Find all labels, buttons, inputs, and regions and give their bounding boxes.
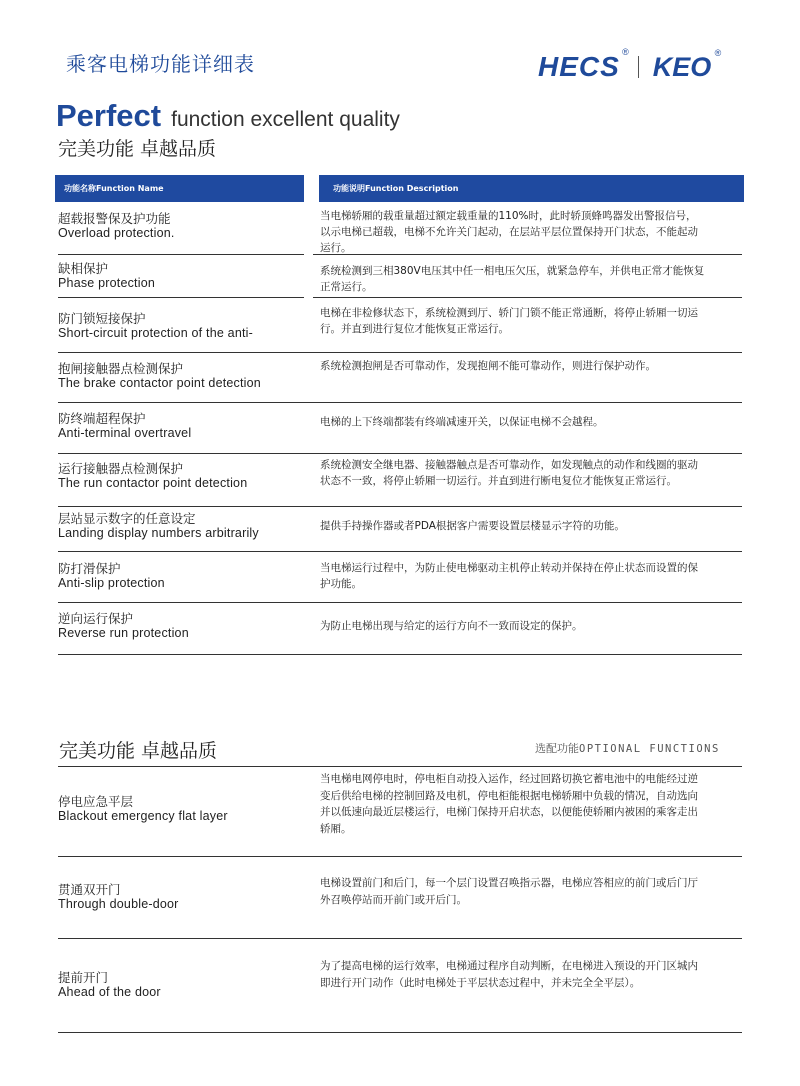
row-divider — [58, 602, 742, 603]
table-row — [58, 210, 742, 254]
function-name-en: Reverse run protection — [58, 626, 189, 640]
row-divider — [58, 297, 304, 298]
logo-hecs: HECS ® — [538, 47, 630, 82]
row-divider — [58, 1032, 742, 1033]
row-divider — [58, 506, 742, 507]
function-name-en: Overload protection. — [58, 226, 175, 240]
row-divider — [58, 352, 742, 353]
table-row — [58, 611, 742, 641]
row-divider — [313, 297, 742, 298]
function-description: 系统检测安全继电器、接触器触点是否可靠动作，如发现触点的动作和线圈的驱动状态不一致，将停止轿厢一切运行。并直到进行断电复位才能恢复正常运行。 — [320, 459, 698, 487]
function-name-cn: 防打滑保护 — [58, 561, 121, 576]
row-divider — [58, 453, 742, 454]
row-divider — [58, 654, 742, 655]
row-divider — [313, 254, 742, 255]
function-name-cn: 贯通双开门 — [58, 882, 121, 897]
headline-cn: 完美功能 卓越品质 — [58, 138, 217, 160]
row-divider — [58, 551, 742, 552]
function-name-en: Blackout emergency flat layer — [58, 809, 228, 823]
function-name-cn: 抱闸接触器点检测保护 — [58, 361, 184, 376]
function-name-en: Through double-door — [58, 897, 179, 911]
brand-logo — [538, 47, 722, 84]
function-name-cn: 防终端超程保护 — [58, 411, 146, 426]
headline-light: function excellent quality — [171, 108, 400, 131]
headline — [56, 98, 400, 134]
function-name-cn: 逆向运行保护 — [58, 611, 134, 626]
table-row — [58, 561, 742, 591]
function-description: 为了提高电梯的运行效率，电梯通过程序自动判断，在电梯进入预设的开门区城内即进行开门动作（此时电梯处于平层状态过程中，并未完全全平层）。 — [320, 960, 698, 989]
function-description: 为防止电梯出现与给定的运行方向不一致而设定的保护。 — [320, 620, 583, 632]
column-header-description: 功能说明Function Description — [319, 175, 744, 202]
function-description: 系统检测抱闸是否可靠动作，发现抱闸不能可靠动作，则进行保护动作。 — [320, 360, 656, 372]
function-name-cn: 提前开门 — [58, 970, 109, 985]
function-name-en: Phase protection — [58, 276, 156, 290]
function-name-cn: 停电应急平层 — [58, 794, 134, 809]
row-divider — [58, 938, 742, 939]
optional-section-tag: 选配功能OPTIONAL FUNCTIONS — [535, 742, 720, 755]
table-row — [58, 877, 742, 912]
section-divider — [58, 766, 742, 767]
function-name-cn: 超载报警保及护功能 — [58, 211, 171, 226]
function-name-en: The run contactor point detection — [58, 476, 248, 490]
function-name-en: Ahead of the door — [58, 985, 161, 999]
table-row — [58, 361, 742, 391]
optional-section-title: 完美功能 卓越品质 — [59, 740, 218, 762]
table-row — [58, 261, 742, 291]
function-description: 电梯设置前门和后门，每一个层门设置召唤指示器，电梯应答相应的前门或后门厅外召唤停站而开前门或开后门。 — [320, 877, 698, 906]
table-row — [58, 411, 742, 441]
document-title: 乘客电梯功能详细表 — [66, 52, 255, 76]
logo-keo: KEO ® — [652, 47, 722, 82]
row-divider — [58, 254, 304, 255]
function-description: 提供手持操作器或者PDA根据客户需要设置层楼显示字符的功能。 — [320, 520, 625, 532]
table-row — [58, 511, 742, 541]
function-name-cn: 缺相保护 — [58, 261, 109, 276]
row-divider — [58, 402, 742, 403]
function-description: 电梯的上下终端都装有终端减速开关，以保证电梯不会越程。 — [320, 416, 604, 428]
table-row — [58, 461, 742, 491]
function-name-en: Anti-terminal overtravel — [58, 426, 192, 440]
logo-divider — [638, 56, 639, 78]
table-row — [58, 773, 742, 835]
function-description: 系统检测到三相380V电压其中任一相电压欠压，就紧急停车，并供电正常才能恢复正常运行。 — [320, 265, 705, 293]
table-row — [58, 960, 742, 1000]
function-description: 电梯在非检修状态下，系统检测到厅、轿门门锁不能正常通断，将停止轿厢一切运行。并直到进行复位才能恢复正常运行。 — [320, 307, 698, 335]
function-name-en: Anti-slip protection — [58, 576, 165, 590]
table-row — [58, 307, 742, 341]
function-name-cn: 防门锁短接保护 — [58, 311, 146, 326]
function-description: 当电梯电网停电时，停电柜自动投入运作，经过回路切换它蓄电池中的电能经过逆变后供给电梯的控制回路及电机，停电柜能根据电梯轿厢中负载的情况，自动选向并以低速向最近层楼运行，电梯门保持开启状态，以便能使轿厢内被困的乘客走出轿厢。 — [320, 773, 698, 835]
function-name-en: Short-circuit protection of the anti- — [58, 326, 253, 340]
row-divider — [58, 856, 742, 857]
function-name-cn: 层站显示数字的任意设定 — [58, 511, 196, 526]
function-name-cn: 运行接触器点检测保护 — [58, 461, 184, 476]
function-name-en: Landing display numbers arbitrarily — [58, 526, 259, 540]
function-description: 当电梯运行过程中，为防止使电梯驱动主机停止转动并保持在停止状态而设置的保护功能。 — [320, 562, 698, 590]
headline-strong: Perfect — [56, 98, 162, 133]
function-description: 当电梯轿厢的载重量超过额定载重量的110%时，此时轿顶蜂鸣器发出警报信号，以示电梯已超载，电梯不允许关门起动，在层站平层位置保持开门状态，不能起动运行。 — [320, 210, 698, 254]
column-header-name: 功能名称Function Name — [55, 175, 304, 202]
function-name-en: The brake contactor point detection — [58, 376, 261, 390]
